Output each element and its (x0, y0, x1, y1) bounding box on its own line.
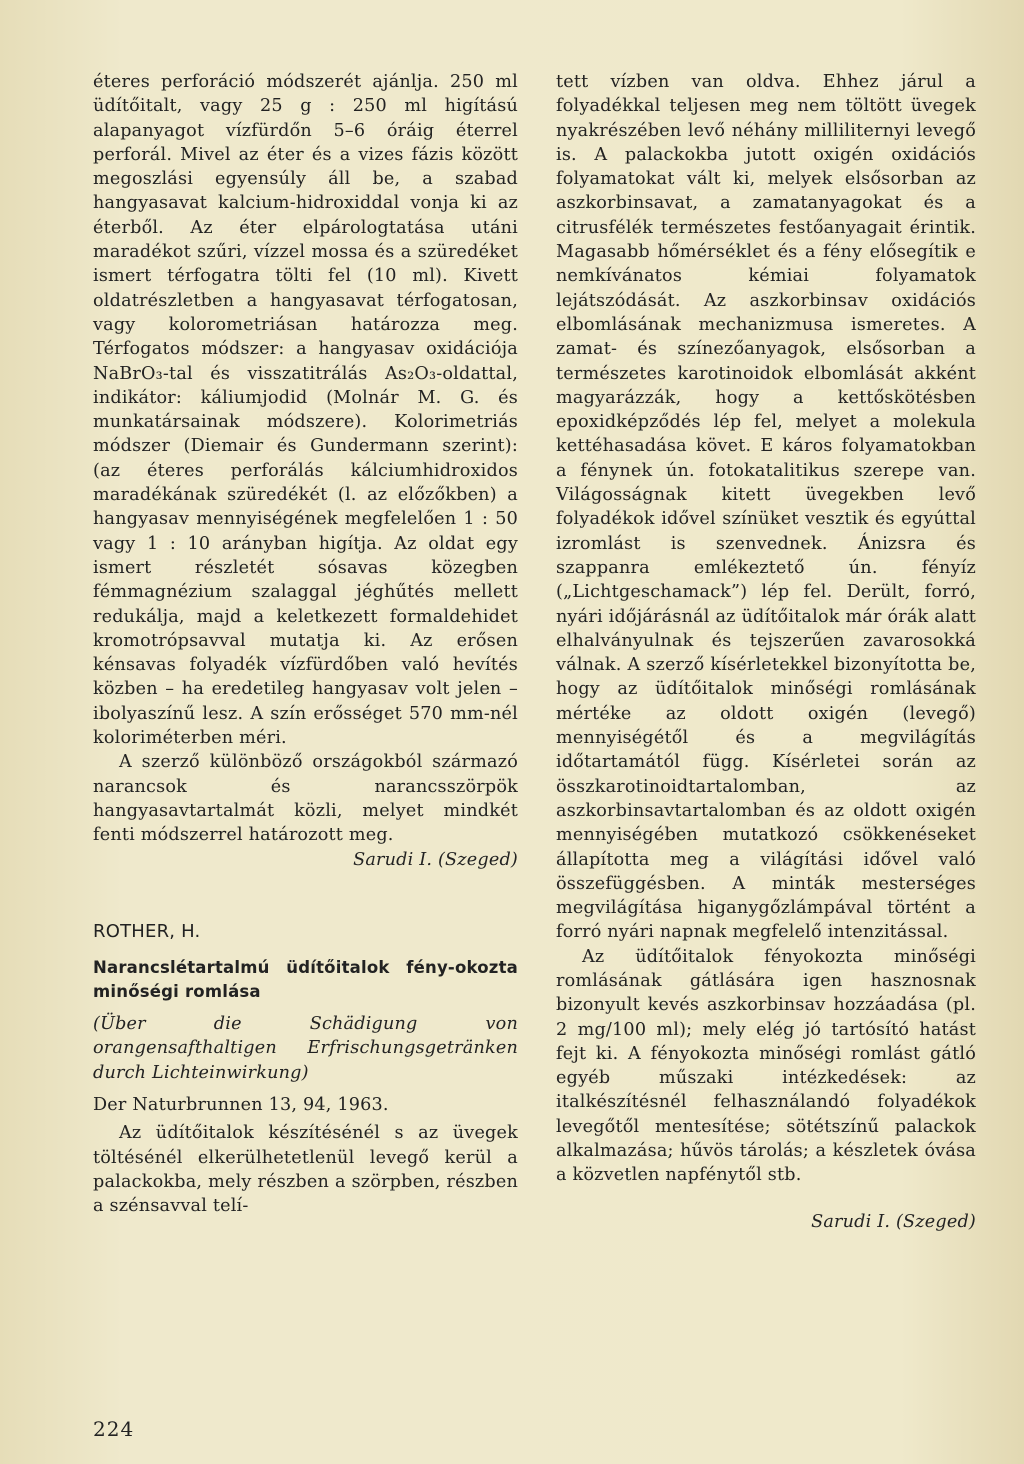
left-paragraph-3: Az üdítőitalok készítésénél s az üvegek töltésénél elkerülhetetlenül levegő kerül a palackokba, mely részben a szörpben, részben a szénsavval telí- (93, 1123, 518, 1217)
original-title: (Über die Schädigung von orangensafthaltigen Erfrischungsgetränken durch Lichteinwirkung) (93, 1014, 518, 1083)
review-title: Narancslétartalmú üdítőitalok fény-okozta minőségi romlása (93, 958, 518, 1002)
right-paragraph-2: Az üdítőitalok fényokozta minőségi romlásának gátlására igen hasznosnak bizonyult kevés aszkorbinsav hozzáadása (pl. 2 mg/100 ml); mely elég jó tartósító hatást fejt ki. A fényokozta minőségi romlást gátló egyéb műszaki intézkedések: az italkészítésnél felhasználandó folyadékok levegőtől mentesítése; sötétszínű palackok alkalmazása; hűvös tárolás; a készletek óvása a közvetlen napfénytől stb. (556, 946, 976, 1186)
page-number: 224 (93, 1417, 135, 1441)
review-author: ROTHER, H. (93, 920, 201, 942)
right-column (556, 70, 976, 1234)
signature: Sarudi I. (Szeged) (353, 849, 518, 870)
left-column (93, 70, 518, 1218)
right-paragraph-1: tett vízben van oldva. Ehhez járul a folyadékkal teljesen meg nem töltött üvegek nyakrészében levő néhány milliliternyi levegő is. A palackokba jutott oxigén oxidációs folyamatokat vált ki, melyek elsősorban az aszkorbinsavat, a zamatanyagokat és a citrusfélék természetes festőanyagait érintik. Magasabb hőmérséklet és a fény elősegítik e nemkívánatos kémiai folyamatok lejátszódását. Az aszkorbinsav oxidációs elbomlásának mechanizmusa ismeretes. A zamat- és színezőanyagok, elsősorban a természetes karotinoidok elbomlását akként magyarázzák, hogy a kettőskötésben epoxidképződés lép fel, melyet a molekula kettéhasadása követ. E káros folyamatokban a fénynek ún. fotokatalitikus szerepe van. Világosságnak kitett üvegekben levő folyadékok idővel színüket vesztik és egyúttal izromlást is szenvednek. Ánizsra és szappanra emlékeztető ún. fényíz („Lichtgeschamack”) lép fel. Derült, forró, nyári időjárásnál az üdítőitalok már órák alatt elhalványulnak és tejszerűen zavarosokká válnak. A szerző kísérletekkel bizonyította be, hogy az üdítőitalok minőségi romlásának mértéke az oldott oxigén (levegő) mennyiségétől és a megvilágítás időtartamától függ. Kísérletei során az összkarotinoidtartalomban, az aszkorbinsavtartalomban és az oldott oxigén mennyiségében mutatkozó csökkenéseket állapította meg a világítási idővel való összefüggésben. A minták mesterséges megvilágítása higanygőzlámpával történt a forró nyári napnak megfelelő intenzitással. (556, 72, 976, 943)
source-citation: Der Naturbrunnen 13, 94, 1963. (93, 1094, 389, 1115)
left-paragraph-2: A szerző különböző országokból származó narancsok és narancsszörpök hangyasavtartalmát közli, melyet mindkét fenti módszerrel határozott meg. (93, 752, 518, 846)
left-paragraph-1: éteres perforáció módszerét ajánlja. 250 ml üdítőitalt, vagy 25 g : 250 ml higítású alapanyagot vízfürdőn 5–6 óráig éterrel perforál. Mivel az éter és a vizes fázis között megoszlási egyensúly áll be, a szabad hangyasavat kalcium-hidroxiddal vonja ki az éterből. Az éter elpárologtatása utáni maradékot szűri, vízzel mossa és a szüredéket ismert térfogatra tölti fel (10 ml). Kivett oldatrészletben a hangyasavat térfogatosan, vagy kolorometriásan határozza meg. Térfogatos módszer: a hangyasav oxidációja NaBrO₃-tal és visszatitrálás As₂O₃-oldattal, indikátor: káliumjodid (Molnár M. G. és munkatársainak módszere). Kolorimetriás módszer (Diemair és Gundermann szerint): (az éteres perforálás kálciumhidroxidos maradékának szüredékét (l. az előzőkben) a hangyasav mennyiségének megfelelően 1 : 50 vagy 1 : 10 arányban higítja. Az oldat egy ismert részletét sósavas közegben fémmagnézium szalaggal jéghűtés mellett redukálja, majd a keletkezett formaldehidet kromotrópsavval mutatja ki. Az erősen kénsavas folyadék vízfürdőben való hevítés közben – ha eredetileg hangyasav volt jelen – ibolyaszínű lesz. A szín erősséget 570 mm-nél koloriméterben méri. (93, 72, 518, 749)
signature: Sarudi I. (Szeged) (811, 1211, 976, 1232)
